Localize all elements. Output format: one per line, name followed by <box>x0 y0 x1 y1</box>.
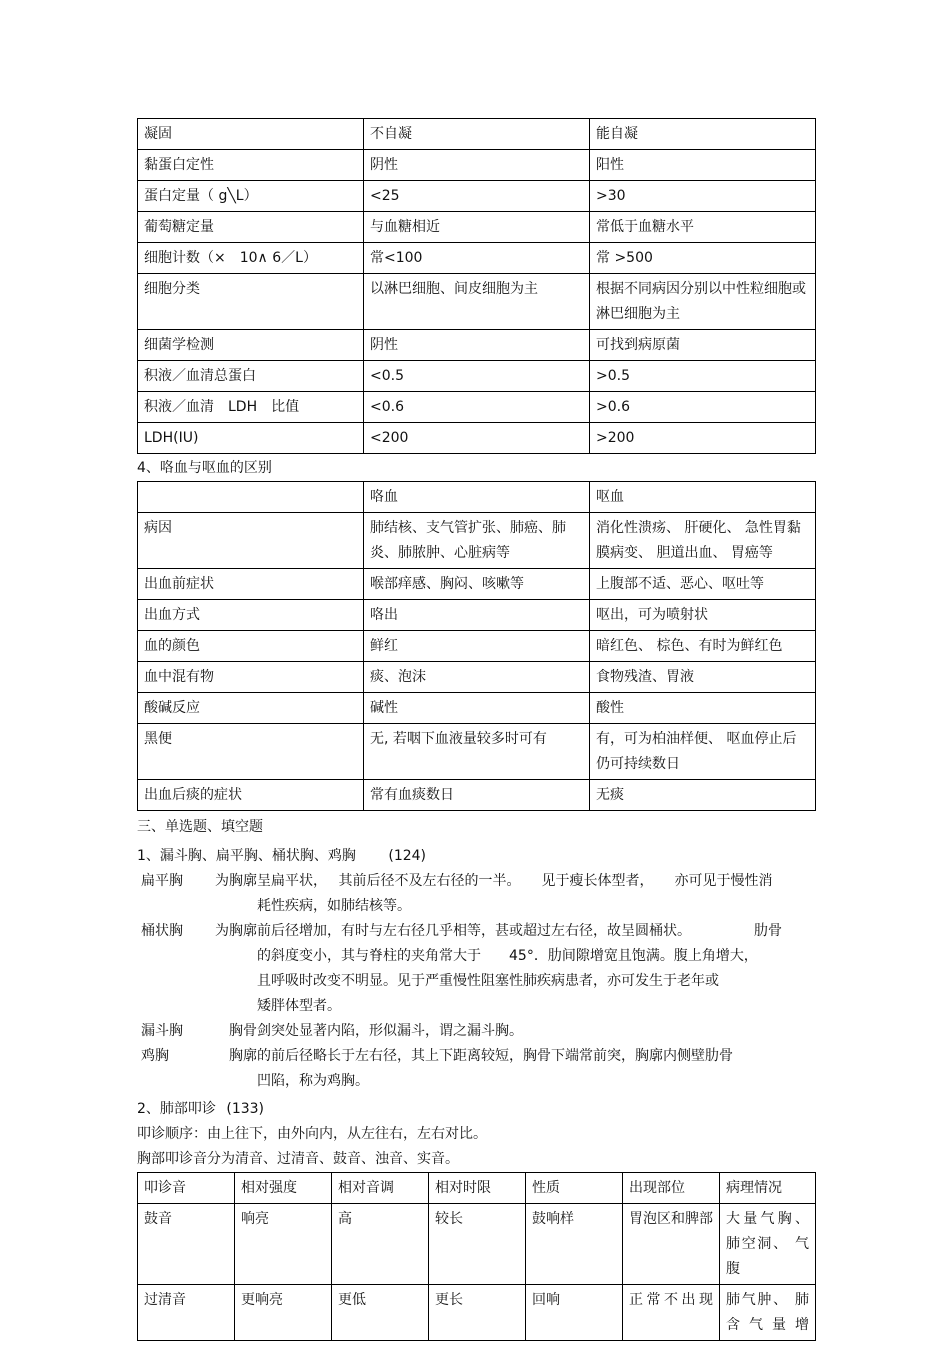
header-cell: 相对强度 <box>235 1173 332 1204</box>
row-label-cell: 血的颜色 <box>138 631 364 662</box>
table-row <box>138 119 816 150</box>
table-cell: 胃泡区和脾部 <box>623 1204 720 1285</box>
entry-continuation-line: 矮胖体型者。 <box>257 998 341 1014</box>
effusion-comparison-table <box>137 118 816 454</box>
row-label-cell: 细胞分类 <box>138 274 364 330</box>
table-cell: 肺气肿、 肺含气量增 <box>720 1285 816 1341</box>
table-cell: 回响 <box>526 1285 623 1341</box>
table-cell: 无, 若咽下血液量较多时可有 <box>364 724 590 780</box>
row-label-cell: 过清音 <box>138 1285 235 1341</box>
entry-definition-line: 胸骨剑突处显著内陷，形似漏斗，谓之漏斗胸。 <box>215 1023 523 1039</box>
table-cell: 以淋巴细胞、间皮细胞为主 <box>364 274 590 330</box>
table-cell: 常<100 <box>364 243 590 274</box>
table-row <box>138 330 816 361</box>
q2-types: 胸部叩诊音分为清音、过清音、鼓音、浊音、实音。 <box>137 1151 459 1167</box>
q2-order: 叩诊顺序：由上往下，由外向内，从左往右，左右对比。 <box>137 1126 487 1142</box>
entry-continuation-line: 耗性疾病，如肺结核等。 <box>257 898 411 914</box>
header-cell: 出现部位 <box>623 1173 720 1204</box>
table-row <box>138 631 816 662</box>
header-cell: 呕血 <box>590 482 816 513</box>
table-row <box>138 600 816 631</box>
definition-entry <box>141 919 815 1019</box>
table-cell: <0.5 <box>364 361 590 392</box>
row-label-cell: 黏蛋白定性 <box>138 150 364 181</box>
header-cell: 相对时限 <box>429 1173 526 1204</box>
table-cell: 肺结核、支气管扩张、肺癌、肺炎、肺脓肿、心脏病等 <box>364 513 590 569</box>
header-cell <box>138 482 364 513</box>
q1-title-text: 1、漏斗胸、扁平胸、桶状胸、鸡胸 <box>137 848 356 864</box>
table-cell: 较长 <box>429 1204 526 1285</box>
table-cell: 消化性溃疡、 肝硬化、 急性胃黏膜病变、 胆道出血、 胃癌等 <box>590 513 816 569</box>
table-cell: 鲜红 <box>364 631 590 662</box>
entry-continuation-line: 凹陷，称为鸡胸。 <box>257 1073 369 1089</box>
table-cell: <200 <box>364 423 590 454</box>
table-cell: 喉部痒感、胸闷、咳嗽等 <box>364 569 590 600</box>
row-label-cell: 酸碱反应 <box>138 693 364 724</box>
document-page <box>137 118 815 1341</box>
table-cell: 上腹部不适、恶心、呕吐等 <box>590 569 816 600</box>
table-cell: 鼓响样 <box>526 1204 623 1285</box>
table-cell: 更低 <box>332 1285 429 1341</box>
table-cell: <25 <box>364 181 590 212</box>
header-cell: 性质 <box>526 1173 623 1204</box>
table-cell: 暗红色、 棕色、有时为鲜红色 <box>590 631 816 662</box>
section3-title: 三、单选题、填空题 <box>137 819 263 835</box>
entry-term: 鸡胸 <box>141 1048 169 1064</box>
entry-definition-line: 为胸廓前后径增加，有时与左右径几乎相等，甚或超过左右径，故呈圆桶状。 肋骨 <box>215 923 782 939</box>
table-row <box>138 361 816 392</box>
row-label-cell: 细胞计数（× 10∧ 6／L） <box>138 243 364 274</box>
table-row <box>138 150 816 181</box>
chest-shape-entries <box>141 869 815 1094</box>
entry-term: 扁平胸 <box>141 873 183 889</box>
row-label-cell: 葡萄糖定量 <box>138 212 364 243</box>
table-row <box>138 1285 816 1341</box>
table-cell: <0.6 <box>364 392 590 423</box>
header-cell: 咯血 <box>364 482 590 513</box>
section4-title: 4、咯血与呕血的区别 <box>137 460 272 476</box>
table-cell: 大量气胸、肺空洞、 气腹 <box>720 1204 816 1285</box>
row-label-cell: 细菌学检测 <box>138 330 364 361</box>
table-cell: 阴性 <box>364 150 590 181</box>
q2-title-text: 2、肺部叩诊 <box>137 1101 216 1117</box>
table-row <box>138 274 816 330</box>
hemoptysis-hematemesis-table <box>137 481 816 811</box>
table-cell: 酸性 <box>590 693 816 724</box>
table-cell: 有，可为柏油样便、 呕血停止后仍可持续数日 <box>590 724 816 780</box>
definition-entry <box>141 1019 815 1044</box>
q2-page-ref: (133) <box>226 1101 265 1117</box>
table-cell: 阳性 <box>590 150 816 181</box>
table-cell: 不自凝 <box>364 119 590 150</box>
definition-entry <box>141 869 815 919</box>
table-row <box>138 423 816 454</box>
table-cell: 阴性 <box>364 330 590 361</box>
table-row <box>138 1204 816 1285</box>
table-row <box>138 243 816 274</box>
table-cell: 痰、泡沫 <box>364 662 590 693</box>
table-row <box>138 693 816 724</box>
q1-page-ref: (124) <box>388 848 427 864</box>
table-cell: 碱性 <box>364 693 590 724</box>
table-cell: >200 <box>590 423 816 454</box>
row-label-cell: 鼓音 <box>138 1204 235 1285</box>
q1-title <box>137 844 815 869</box>
row-label-cell: 病因 <box>138 513 364 569</box>
entry-term: 漏斗胸 <box>141 1023 183 1039</box>
percussion-sound-table <box>137 1172 816 1341</box>
row-label-cell: 凝固 <box>138 119 364 150</box>
table-cell: 根据不同病因分别以中性粒细胞或淋巴细胞为主 <box>590 274 816 330</box>
row-label-cell: 出血前症状 <box>138 569 364 600</box>
table-cell: 食物残渣、胃液 <box>590 662 816 693</box>
table-header-row <box>138 482 816 513</box>
row-label-cell: LDH(IU) <box>138 423 364 454</box>
header-cell: 病理情况 <box>720 1173 816 1204</box>
table-cell: 更长 <box>429 1285 526 1341</box>
row-label-cell: 出血后痰的症状 <box>138 780 364 811</box>
row-label-cell: 积液／血清总蛋白 <box>138 361 364 392</box>
table-cell: 常低于血糖水平 <box>590 212 816 243</box>
table-row <box>138 780 816 811</box>
table-row <box>138 569 816 600</box>
row-label-cell: 蛋白定量（ g╲L） <box>138 181 364 212</box>
table-cell: 与血糖相近 <box>364 212 590 243</box>
table-cell: >30 <box>590 181 816 212</box>
table-cell: 无痰 <box>590 780 816 811</box>
table-cell: 可找到病原菌 <box>590 330 816 361</box>
table-cell: 呕出，可为喷射状 <box>590 600 816 631</box>
header-cell: 相对音调 <box>332 1173 429 1204</box>
table-row <box>138 724 816 780</box>
row-label-cell: 出血方式 <box>138 600 364 631</box>
entry-definition-line: 胸廓的前后径略长于左右径，其上下距离较短，胸骨下端常前突，胸廓内侧壁肋骨 <box>215 1048 733 1064</box>
table-cell: 常有血痰数日 <box>364 780 590 811</box>
table-cell: 响亮 <box>235 1204 332 1285</box>
table-row <box>138 392 816 423</box>
table-row <box>138 513 816 569</box>
table-row <box>138 662 816 693</box>
entry-term: 桶状胸 <box>141 923 183 939</box>
header-cell: 叩诊音 <box>138 1173 235 1204</box>
table-row <box>138 181 816 212</box>
definition-entry <box>141 1044 815 1094</box>
q2-title <box>137 1097 815 1122</box>
table-header-row <box>138 1173 816 1204</box>
entry-definition-line: 为胸廓呈扁平状， 其前后径不及左右径的一半。 见于瘦长体型者， 亦可见于慢性消 <box>215 873 773 889</box>
table-cell: 高 <box>332 1204 429 1285</box>
entry-continuation-line: 且呼吸时改变不明显。见于严重慢性阻塞性肺疾病患者，亦可发生于老年或 <box>257 973 719 989</box>
table-cell: 常 >500 <box>590 243 816 274</box>
table-row <box>138 212 816 243</box>
row-label-cell: 血中混有物 <box>138 662 364 693</box>
table-cell: 正常不出现 <box>623 1285 720 1341</box>
table-cell: >0.6 <box>590 392 816 423</box>
table-cell: >0.5 <box>590 361 816 392</box>
table-cell: 能自凝 <box>590 119 816 150</box>
entry-continuation-line: 的斜度变小，其与脊柱的夹角常大于 45°．肋间隙增宽且饱满。腹上角增大， <box>257 948 758 964</box>
row-label-cell: 黑便 <box>138 724 364 780</box>
table-cell: 更响亮 <box>235 1285 332 1341</box>
row-label-cell: 积液／血清 LDH 比值 <box>138 392 364 423</box>
table-cell: 咯出 <box>364 600 590 631</box>
